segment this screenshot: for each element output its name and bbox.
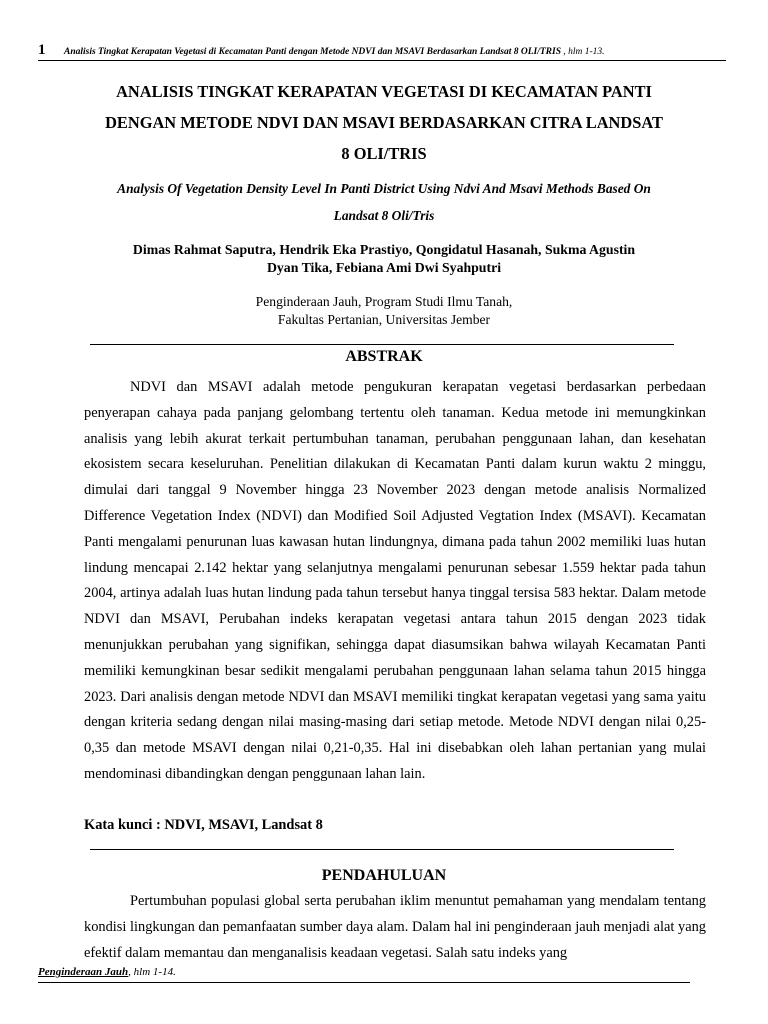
subtitle-line: Analysis Of Vegetation Density Level In Panti District Using Ndvi And Msavi Methods Based On (117, 181, 651, 196)
keywords: Kata kunci : NDVI, MSAVI, Landsat 8 (84, 817, 323, 833)
affiliation-line: Fakultas Pertanian, Universitas Jember (277, 312, 491, 327)
introduction-heading: PENDAHULUAN (321, 867, 447, 884)
title-line: DENGAN METODE NDVI DAN MSAVI BERDASARKAN CITRA LANDSAT (105, 113, 663, 132)
english-title (60, 175, 708, 229)
running-footer (38, 966, 690, 983)
page-number: 1 (38, 42, 46, 58)
title-line: 8 OLI/TRIS (341, 144, 427, 163)
running-title-pages: , hlm 1-13. (560, 47, 605, 57)
authors-line: Dyan Tika, Febiana Ami Dwi Syahputri (266, 260, 502, 275)
author-list (60, 241, 708, 277)
abstract-text: NDVI dan MSAVI adalah metode pengukuran kerapatan vegetasi berdasarkan perbedaan penyerapan cahaya pada panjang gelombang tertentu oleh tanaman. Kedua metode ini memungkinkan analisis yang lebih akurat terkait pertumbuhan tanaman, perubahan penggunaan lahan, dan kesehatan ekosistem secara keseluruhan. Penelitian dilakukan di Kecamatan Panti dalam kurun waktu 2 minggu, dimulai dari tanggal 9 November hingga 23 November 2023 dengan metode analisis Normalized Difference Vegetation Index (NDVI) dan Modified Soil Adjusted Vegtation Index (MSAVI). Kecamatan Panti mengalami penurunan luas kawasan hutan lindungnya, dimana pada tahun 2002 memiliki luas hutan lindung mencapai 2.142 hektar yang selanjutnya mengalami penurunan sebesar 1.559 hektar pada tahun 2004, artinya adalah luas hutan lindung pada tahun tersebut hanya tinggal tersisa 583 hektar. Dalam metode NDVI dan MSAVI, Perubahan indeks kerapatan vegetasi antara tahun 2015 dengan 2023 tidak menunjukkan perubahan yang signifikan, sehingga dapat diasumsikan bahwa wilayah Kecamatan Panti memiliki kemungkinan besar sedikit mengalami perubahan penggunaan lahan selama tahun 2015 hingga 2023. Dari analisis dengan metode NDVI dan MSAVI memiliki tingkat kerapatan vegetasi yang sama yaitu dengan kriteria sedang dengan nilai masing-masing dari setiap metode. Metode NDVI dengan nilai 0,25-0,35 dan metode MSAVI dengan nilai 0,21-0,35. Hal ini disebabkan oleh lahan pertanian yang mulai mendominasi dibandingkan dengan penggunaan lahan lain. (84, 379, 706, 782)
footer-journal: Penginderaan Jauh (38, 966, 129, 978)
affiliation-line: Penginderaan Jauh, Program Studi Ilmu Tanah, (255, 294, 513, 309)
title-line: ANALISIS TINGKAT KERAPATAN VEGETASI DI KECAMATAN PANTI (116, 82, 652, 101)
authors-line: Dimas Rahmat Saputra, Hendrik Eka Prastiyo, Qongidatul Hasanah, Sukma Agustin (132, 242, 636, 257)
abstract-heading: ABSTRAK (345, 348, 423, 365)
divider-bottom (90, 849, 674, 850)
running-title-text: Analisis Tingkat Kerapatan Vegetasi di Kecamatan Panti dengan Metode NDVI dan MSAVI Berdasarkan Landsat 8 OLI/TRIS (64, 47, 561, 57)
divider-top (90, 344, 674, 345)
affiliation (60, 293, 708, 329)
footer-pages: , hlm 1-14. (128, 966, 176, 978)
subtitle-line: Landsat 8 Oli/Tris (333, 208, 435, 223)
paper-title (60, 76, 708, 169)
running-title (64, 47, 605, 57)
introduction-text: Pertumbuhan populasi global serta perubahan iklim menuntut pemahaman yang mendalam tentang kondisi lingkungan dan pemanfaatan sumber daya alam. Dalam hal ini penginderaan jauh menjadi alat yang efektif dalam memantau dan menganalisis keadaan vegetasi. Salah satu indeks yang (84, 893, 706, 961)
running-header (38, 42, 726, 61)
